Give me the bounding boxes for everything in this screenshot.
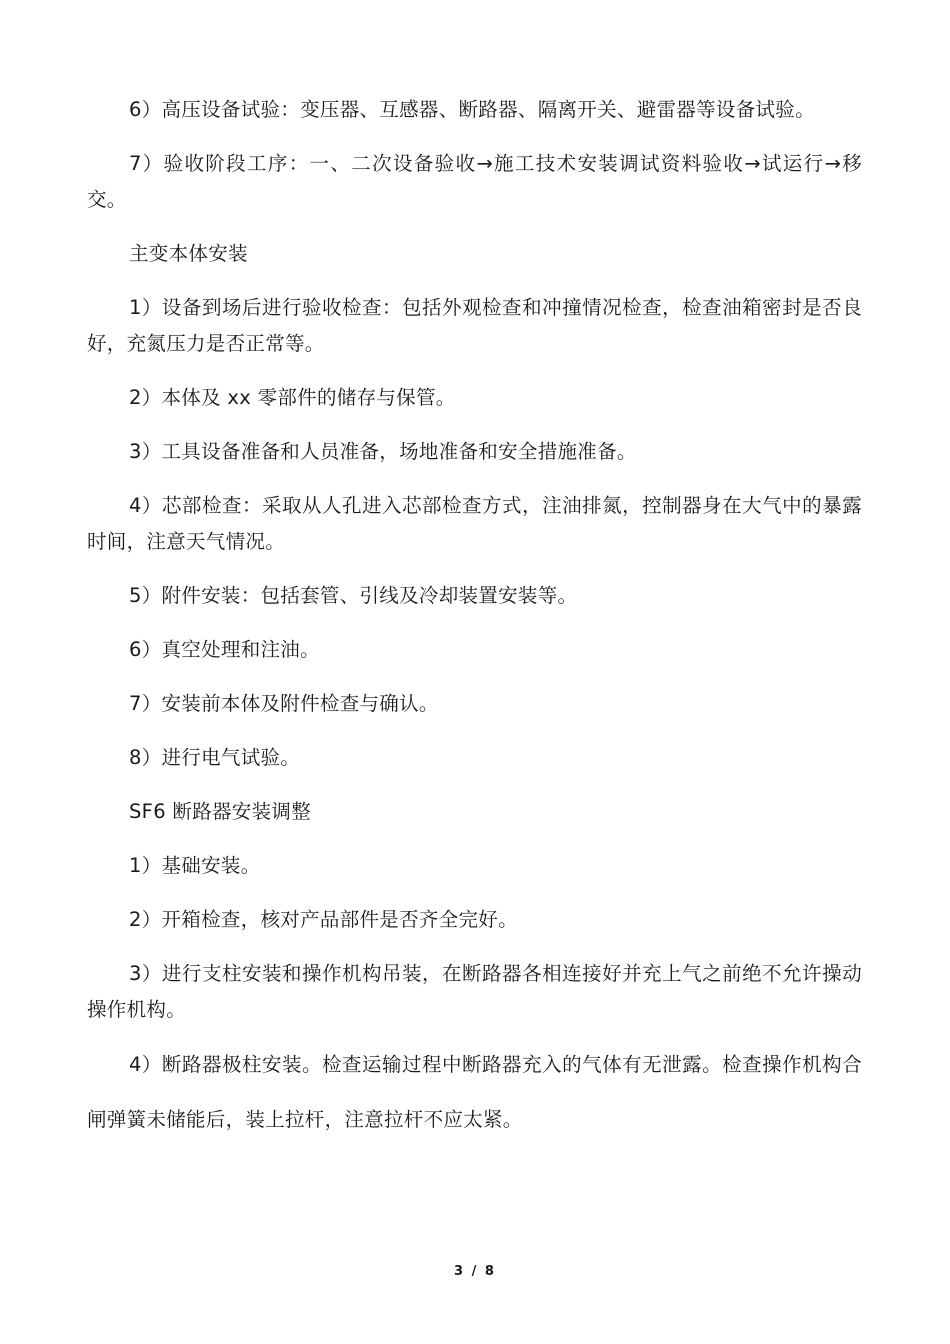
paragraph-foundation: 1）基础安装。 [129, 854, 261, 877]
document-body [87, 92, 862, 1165]
paragraph-hv-equipment-test: 6）高压设备试验：变压器、互感器、断路器、隔离开关、避雷器等设备试验。 [129, 98, 815, 121]
paragraph-acceptance-stage: 7）验收阶段工序：一、二次设备验收→施工技术安装调试资料验收→试运行→移交。 [87, 152, 862, 211]
section-heading-sf6-breaker: SF6 断路器安装调整 [129, 800, 311, 823]
paragraph-preparation: 3）工具设备准备和人员准备，场地准备和安全措施准备。 [129, 440, 637, 463]
page-number: 3 / 8 [454, 1264, 496, 1279]
paragraph-core-inspection: 4）芯部检查：采取从人孔进入芯部检查方式，注油排氮，控制器身在大气中的暴露时间，注意天气情况。 [87, 494, 862, 553]
paragraph-storage: 2）本体及 xx 零部件的储存与保管。 [129, 386, 456, 409]
paragraph-support-install: 3）进行支柱安装和操作机构吊装，在断路器各相连接好并充上气之前绝不允许操动操作机构。 [87, 962, 862, 1021]
paragraph-arrival-inspection: 1）设备到场后进行验收检查：包括外观检查和冲撞情况检查，检查油箱密封是否良好，充氮压力是否正常等。 [87, 296, 862, 355]
section-heading-main-transformer: 主变本体安装 [129, 242, 248, 265]
paragraph-pole-install: 4）断路器极柱安装。检查运输过程中断路器充入的气体有无泄露。检查操作机构合闸弹簧未储能后，装上拉杆，注意拉杆不应太紧。 [87, 1053, 862, 1131]
paragraph-unpacking: 2）开箱检查，核对产品部件是否齐全完好。 [129, 908, 518, 931]
paragraph-pre-install-check: 7）安装前本体及附件检查与确认。 [129, 692, 439, 715]
paragraph-vacuum-oil: 6）真空处理和注油。 [129, 638, 320, 661]
paragraph-electrical-test: 8）进行电气试验。 [129, 746, 301, 769]
paragraph-accessory-install: 5）附件安装：包括套管、引线及冷却装置安装等。 [129, 584, 578, 607]
